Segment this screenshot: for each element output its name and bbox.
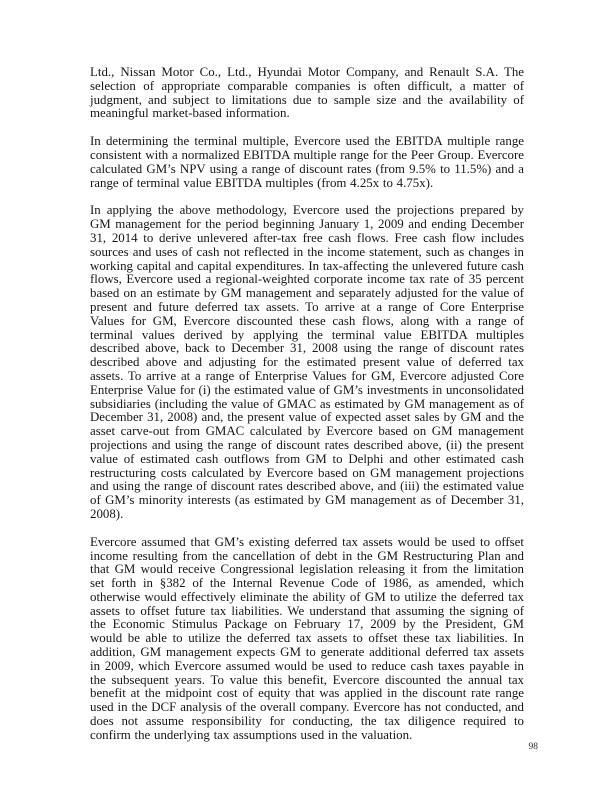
- text-block: [90, 66, 524, 757]
- paragraph-dcf-methodology: In applying the above methodology, Evercore used the projections prepared by GM management for the period beginning January 1, 2009 and ending December 31, 2014 to derive unlevered after-tax free cash flows. Free cash flow includes sources and uses of cash not reflected in the income statement, such as changes in working capital and capital expenditures. In tax-affecting the unlevered future cash flows, Evercore used a regional-weighted corporate income tax rate of 35 percent based on an estimate by GM management and separately adjusted for the value of present and future deferred tax assets. To arrive at a range of Core Enterprise Values for GM, Evercore discounted these cash flows, along with a range of terminal values derived by applying the terminal value EBITDA multiples described above, back to December 31, 2008 using the range of discount rates described above and adjusting for the estimated present value of deferred tax assets. To arrive at a range of Enterprise Values for GM, Evercore adjusted Core Enterprise Value for (i) the estimated value of GM’s investments in unconsolidated subsidiaries (including the value of GMAC as estimated by GM management as of December 31, 2008) and, the present value of expected asset sales by GM and the asset carve-out from GMAC calculated by Evercore based on GM management projections and using the range of discount rates described above, (ii) the present value of estimated cash outflows from GM to Delphi and other estimated cash restructuring costs calculated by Evercore based on GM management projections and using the range of discount rates described above, and (iii) the estimated value of GM’s minority interests (as estimated by GM management as of December 31, 2008).: [90, 203, 524, 521]
- paragraph-terminal-multiple: In determining the terminal multiple, Evercore used the EBITDA multiple range consistent with a normalized EBITDA multiple range for the Peer Group. Evercore calculated GM’s NPV using a range of discount rates (from 9.5% to 11.5%) and a range of terminal value EBITDA multiples (from 4.25x to 4.75x).: [90, 134, 524, 190]
- paragraph-deferred-tax-assets: Evercore assumed that GM’s existing deferred tax assets would be used to offset income resulting from the cancellation of debt in the GM Restructuring Plan and that GM would receive Congressional legislation releasing it from the limitation set forth in §382 of the Internal Revenue Code of 1986, as amended, which otherwise would effectively eliminate the ability of GM to utilize the deferred tax assets to offset future tax liabilities. We understand that assuming the signing of the Economic Stimulus Package on February 17, 2009 by the President, GM would be able to utilize the deferred tax assets to offset these tax liabilities. In addition, GM management expects GM to generate additional deferred tax assets in 2009, which Evercore assumed would be used to reduce cash taxes payable in the subsequent years. To value this benefit, Evercore discounted the annual tax benefit at the midpoint cost of equity that was applied in the discount rate range used in the DCF analysis of the overall company. Evercore has not conducted, and does not assume responsibility for conducting, the tax diligence required to confirm the underlying tax assumptions used in the valuation.: [90, 534, 524, 742]
- page-number: 98: [528, 742, 538, 752]
- paragraph-continuation-comparable-companies: Ltd., Nissan Motor Co., Ltd., Hyundai Motor Company, and Renault S.A. The selection of appropriate comparable companies is often difficult, a matter of judgment, and subject to limitations due to sample size and the availability of meaningful market-based information.: [90, 65, 524, 121]
